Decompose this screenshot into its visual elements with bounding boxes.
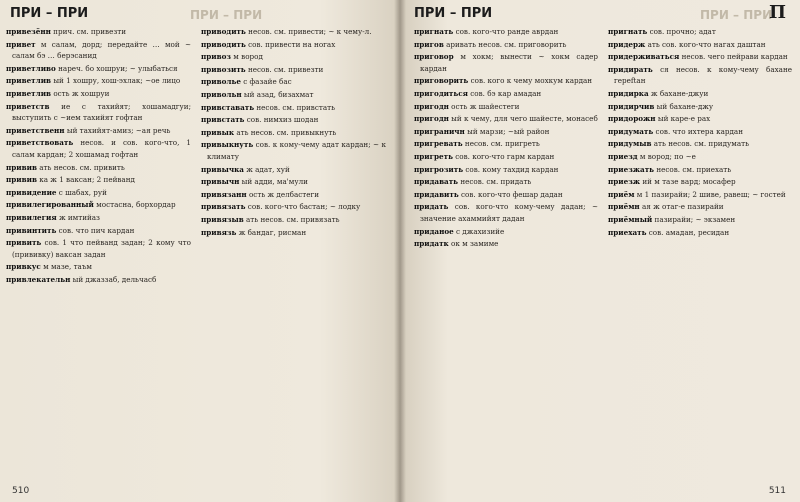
entry-text: сов. кому тахдид кардан (465, 164, 559, 174)
dictionary-entry (201, 89, 386, 101)
headword: приводить (201, 39, 246, 49)
headword: приезж (608, 177, 641, 187)
entry-text: ж адат, хуй (246, 164, 290, 174)
headword: привязать (201, 202, 246, 212)
entry-text: ый бахане-джу (656, 101, 714, 111)
dictionary-entry (608, 164, 792, 176)
dictionary-entry (201, 127, 386, 139)
headword: приговорить (414, 76, 469, 86)
entry-text: ий м тазе вард; мосафер (642, 177, 736, 187)
dictionary-entry (608, 227, 792, 239)
dictionary-entry (201, 227, 386, 239)
dictionary-entry (6, 26, 191, 38)
dictionary-entry (608, 214, 792, 226)
dictionary-entry (6, 187, 191, 199)
dictionary-entry (6, 237, 191, 260)
entry-text: несов. см. приехать (656, 164, 732, 174)
dictionary-entry (608, 189, 792, 201)
dictionary-entry (608, 88, 792, 100)
dictionary-entry (414, 164, 598, 176)
entry-text: с джахизийе (456, 226, 505, 236)
entry-text: м салам, дорд; передайте … мой ~ салам бэ … берэсанид (12, 39, 191, 61)
headword: приехать (608, 227, 647, 237)
dictionary-entry (608, 151, 792, 163)
headword: привить (6, 238, 42, 248)
entry-text: м вород (233, 52, 263, 62)
entry-text: ся несов. к кому-чему бахане гереftан (614, 64, 792, 86)
entry-text: пазирайи; ~ экзамен (654, 214, 736, 224)
dictionary-entry (201, 51, 386, 63)
headword: привоз (201, 52, 231, 62)
dictionary-entry (201, 201, 386, 213)
dictionary-entry (414, 26, 598, 38)
entry-text: сов. кого-что фешар дадан (461, 189, 563, 199)
headword: придерж (608, 39, 646, 49)
entry-text: несов. чего пейрави кардан (681, 52, 788, 62)
headword: привив (6, 175, 37, 185)
headword: придирчив (608, 101, 655, 111)
dictionary-entry (414, 226, 598, 238)
headword: приволье (201, 77, 241, 87)
headword: приветлив (6, 76, 52, 86)
book-gutter (394, 0, 406, 502)
headword: привставать (201, 102, 255, 112)
dictionary-entry (6, 162, 191, 174)
headword: привычн (201, 177, 240, 187)
dictionary-entry (608, 126, 792, 138)
headword: привилегия (6, 212, 57, 222)
entry-text: ый к чему, для чего шайесте, монасеб (451, 114, 598, 124)
right-columns (414, 26, 792, 478)
dictionary-entry (6, 199, 191, 211)
headword: приводить (201, 27, 246, 36)
entry-text: ый тахийят-амиз; ~ая речь (66, 125, 171, 135)
entry-text: сов. привести на ногах (248, 39, 336, 49)
headword: придавать (414, 177, 459, 187)
entry-text: ый азад, бизахмат (243, 89, 314, 99)
headword: придирать (608, 64, 653, 74)
entry-text: ость ж хошруи (53, 88, 110, 98)
headword: приветствовать (6, 138, 74, 148)
dictionary-entry (201, 64, 386, 76)
dictionary-entry (414, 151, 598, 163)
dictionary-entry (414, 39, 598, 51)
dictionary-entry (414, 101, 598, 113)
headword: привидение (6, 187, 57, 197)
headword: привкус (6, 262, 41, 272)
entry-text: ость ж шайестеги (451, 101, 520, 111)
entry-text: ж бахане-джуи (650, 88, 709, 98)
entry-text: аривать несов. см. приговорить (446, 39, 567, 49)
headword: приезжать (608, 164, 655, 174)
headword: привинтить (6, 225, 57, 235)
headword: привезённ (6, 27, 51, 36)
entry-text: ый каре-е рах (657, 114, 711, 124)
entry-text: ать несов. см. привязать (246, 214, 340, 224)
entry-text: сов. кого-что гарм кардан (455, 151, 555, 161)
headword: придатк (414, 239, 449, 249)
headword: привив (6, 162, 37, 172)
headword: приезд (608, 151, 638, 161)
entry-text: сов. кого-что бастан; ~ лодку (247, 202, 361, 212)
dictionary-entry (201, 39, 386, 51)
headword: приветлив (6, 88, 52, 98)
entry-text: сов. к кому-чему адат кардан; ~ к климату (207, 140, 386, 161)
headword: придумать (608, 126, 654, 136)
right-page (400, 0, 800, 502)
dictionary-entry (414, 126, 598, 138)
right-running-header: ПРИ – ПРИ (414, 6, 493, 21)
dictionary-entry (6, 212, 191, 224)
entry-text: сов. прочно; адат (649, 27, 716, 36)
entry-text: несов. см. привстать (256, 102, 335, 112)
left-page-number: 510 (12, 486, 30, 496)
dictionary-entry (201, 214, 386, 226)
left-column-1 (6, 26, 191, 478)
headword: приём (608, 189, 635, 199)
headword: привозить (201, 64, 246, 74)
entry-text: ать сов. кого-что нагах даштан (647, 39, 766, 49)
headword: привычка (201, 164, 244, 174)
entry-text: м хокм; вынести ~ хокм садер кардан (420, 52, 598, 73)
entry-text: несов. см. придать (460, 177, 532, 187)
dictionary-entry (414, 201, 598, 224)
headword: привязанн (201, 189, 247, 199)
entry-text: несов. см. привезти (247, 64, 324, 74)
dictionary-entry (414, 138, 598, 150)
entry-text: сов. нимхиз шодан (246, 115, 319, 125)
headword: приёмн (608, 202, 640, 212)
dictionary-entry (6, 261, 191, 273)
left-columns (6, 26, 386, 478)
entry-text: сов. 1 что пейванд задан; 2 кому что (прививку) ваксан задан (12, 238, 191, 259)
headword: пригов (414, 39, 444, 49)
headword: приветственн (6, 125, 65, 135)
dictionary-entry (608, 51, 792, 63)
headword: привет (6, 39, 36, 49)
entry-text: несов. см. привести; ~ к чему-л. (248, 27, 372, 36)
entry-text: сов. бэ кар амадан (470, 88, 542, 98)
dictionary-entry (608, 101, 792, 113)
dictionary-entry (6, 274, 191, 286)
headword: привилегированный (6, 200, 94, 210)
headword: приветств (6, 101, 50, 111)
headword: приёмный (608, 214, 653, 224)
headword: пригревать (414, 139, 463, 149)
headword: приданое (414, 226, 454, 236)
entry-text: ие с тахийят; хошамадгуи; выступить с ~ием тахийят гофтан (12, 101, 191, 123)
dictionary-entry (201, 114, 386, 126)
dictionary-entry (414, 88, 598, 100)
entry-text: сов. амадан, ресидан (648, 227, 730, 237)
entry-text: сов. что ихтера кардан (655, 126, 743, 136)
entry-text: м 1 пазирайи; 2 шиве, равеш; ~ гостей (636, 189, 786, 199)
dictionary-entry (6, 101, 191, 124)
headword: привольн (201, 89, 242, 99)
entry-text: ать несов. см. привить (39, 162, 125, 172)
headword: приветливо (6, 63, 56, 73)
entry-text: м вород; по ~е (639, 151, 696, 161)
dictionary-entry (414, 113, 598, 125)
entry-text: нареч. бо хошруи; ~ улыбаться (58, 63, 178, 73)
right-column-1 (414, 26, 598, 478)
headword: пригрозить (414, 164, 464, 174)
right-page-number: 511 (768, 486, 786, 496)
dictionary-entry (6, 39, 191, 62)
entry-text: ок м замиме (451, 239, 499, 249)
headword: придирка (608, 88, 649, 98)
headword: пригреть (414, 151, 453, 161)
entry-text: сов. кого-что ранде аврдан (455, 27, 559, 36)
headword: приграничн (414, 126, 465, 136)
entry-text: ать несов. см. придумать (653, 139, 750, 149)
headword: пригодн (414, 114, 449, 124)
dictionary-entry (608, 201, 792, 213)
dictionary-entry (6, 88, 191, 100)
dictionary-entry (201, 189, 386, 201)
entry-text: несов. см. пригреть (464, 139, 540, 149)
dictionary-entry (6, 137, 191, 160)
entry-text: ж имтийаз (58, 212, 100, 222)
entry-text: м мазе, таъм (43, 262, 92, 272)
letter-tab: П (769, 2, 786, 23)
dictionary-entry (201, 76, 386, 88)
dictionary-entry (414, 51, 598, 74)
dictionary-entry (414, 238, 598, 250)
entry-text: ый 1 хошру, хош-эхлак; ~ое лицо (53, 76, 181, 86)
headword: придерживаться (608, 52, 680, 62)
headword: придорожн (608, 114, 656, 124)
dictionary-entry (608, 39, 792, 51)
entry-text: сов. кого к чему мохкум кардан (470, 76, 593, 86)
entry-text: ка ж 1 ваксан; 2 пейванд (39, 175, 135, 185)
right-show-through-header: ПРИ – ПРИ (700, 8, 773, 22)
left-column-2 (201, 26, 386, 478)
headword: привязь (201, 227, 237, 237)
entry-text: прич. см. привезти (53, 27, 127, 36)
dictionary-entry (414, 189, 598, 201)
dictionary-entry (6, 75, 191, 87)
entry-text: ый марзи; ~ый район (467, 126, 550, 136)
entry-text: несов. и сов. кого-что, 1 салам кардан; 2 хошамад гофтан (12, 138, 191, 159)
entry-text: с шабах, руй (58, 187, 107, 197)
headword: привык (201, 127, 235, 137)
headword: пригодн (414, 101, 449, 111)
entry-text: ать несов. см. привыкнуть (236, 127, 337, 137)
dictionary-entry (608, 64, 792, 87)
dictionary-entry (608, 138, 792, 150)
dictionary-entry (6, 174, 191, 186)
headword: привыкнуть (201, 140, 254, 150)
dictionary-entry (201, 176, 386, 188)
headword: привлекательн (6, 274, 71, 284)
entry-text: с фазайе бас (243, 77, 292, 87)
headword: приговор (414, 52, 454, 62)
headword: привязыв (201, 214, 244, 224)
headword: пригодиться (414, 88, 468, 98)
headword: пригнать (414, 27, 454, 36)
headword: привстать (201, 115, 245, 125)
dictionary-entry (201, 164, 386, 176)
left-running-header: ПРИ – ПРИ (10, 6, 89, 21)
entry-text: ый джаззаб, дельчасб (72, 274, 157, 284)
dictionary-entry (414, 176, 598, 188)
entry-text: ость ж делбастеги (248, 189, 320, 199)
dictionary-entry (608, 113, 792, 125)
headword: пригнать (608, 27, 648, 36)
dictionary-entry (414, 75, 598, 87)
entry-text: сов. кого-что кому-чему дадан; ~ значение ахаммийят дадан (420, 202, 598, 223)
entry-text: ж бандаг, рисман (238, 227, 307, 237)
headword: придавить (414, 189, 459, 199)
dictionary-entry (6, 63, 191, 75)
entry-text: ая ж отаг-е пазирайи (642, 202, 724, 212)
dictionary-entry (201, 102, 386, 114)
dictionary-entry (6, 125, 191, 137)
dictionary-entry (608, 26, 792, 38)
entry-text: сов. что пич кардан (58, 225, 135, 235)
dictionary-entry (6, 225, 191, 237)
left-show-through-header: ПРИ – ПРИ (190, 8, 263, 22)
right-column-2 (608, 26, 792, 478)
headword: придать (414, 202, 449, 212)
entry-text: мостасна, борхордар (96, 200, 176, 210)
entry-text: ый адди, ма'мули (241, 177, 308, 187)
dictionary-entry (201, 139, 386, 162)
dictionary-entry (608, 176, 792, 188)
dictionary-entry (201, 26, 386, 38)
headword: придумыв (608, 139, 652, 149)
